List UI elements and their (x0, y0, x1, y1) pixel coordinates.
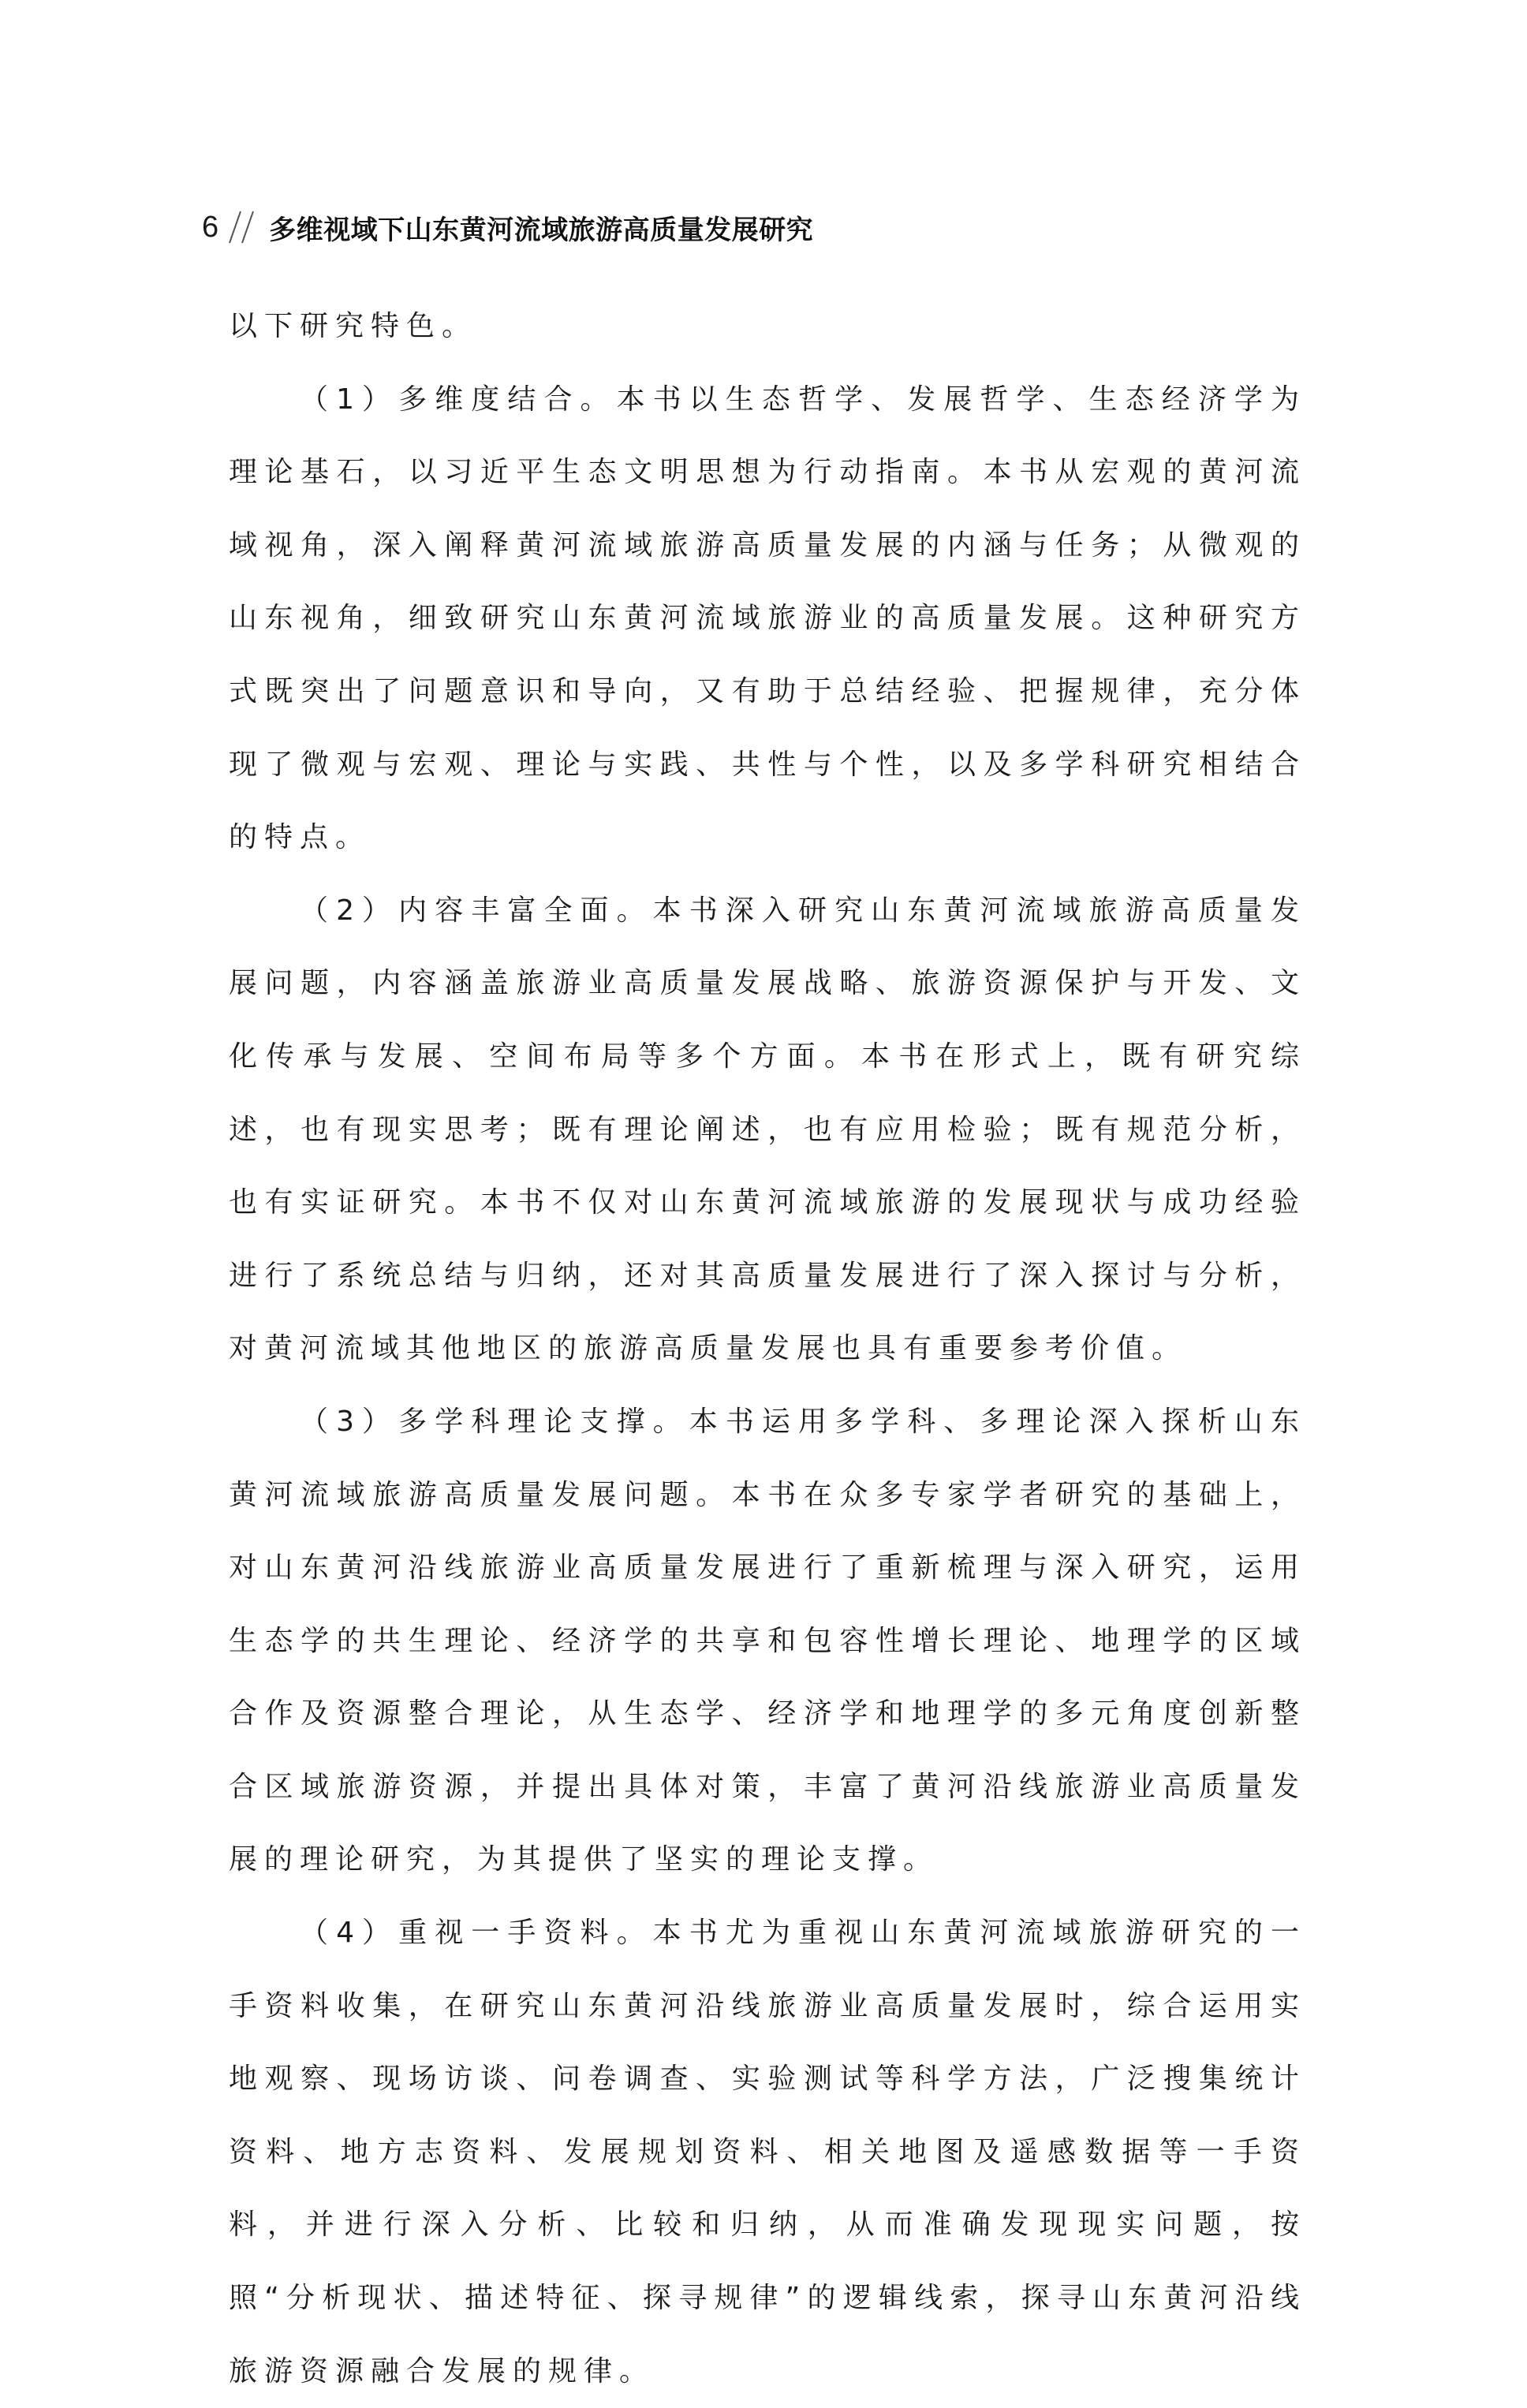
page-number: 6 (202, 210, 219, 244)
paragraph-feature-3: （3）多学科理论支撑。本书运用多学科、多理论深入探析山东黄河流域旅游高质量发展问题。本书在众多专家学者研究的基础上，对山东黄河沿线旅游业高质量发展进行了重新梳理与深入研究，运用生态学的共生理论、经济学的共享和包容性增长理论、地理学的区域合作及资源整合理论，从生态学、经济学和地理学的多元角度创新整合区域旅游资源，并提出具体对策，丰富了黄河沿线旅游业高质量发展的理论研究，为其提供了坚实的理论支撑。 (229, 1405, 1306, 1876)
double-slash-divider-icon (226, 208, 258, 246)
paragraph-feature-4: （4）重视一手资料。本书尤为重视山东黄河流域旅游研究的一手资料收集，在研究山东黄河沿线旅游业高质量发展时，综合运用实地观察、现场访谈、问卷调查、实验测试等科学方法，广泛搜集统计资料、地方志资料、发展规划资料、相关地图及遥感数据等一手资料，并进行深入分析、比较和归纳，从而准确发现现实问题，按照“分析现状、描述特征、探寻规律”的逻辑线索，探寻山东黄河沿线旅游资源融合发展的规律。 (229, 1917, 1306, 2387)
running-head (202, 203, 813, 251)
body-text (229, 290, 1306, 2408)
paragraph-continuation: 以下研究特色。 (229, 310, 478, 342)
paragraph-feature-2: （2）内容丰富全面。本书深入研究山东黄河流域旅游高质量发展问题，内容涵盖旅游业高质量发展战略、旅游资源保护与开发、文化传承与发展、空间布局等多个方面。本书在形式上，既有研究综述，也有现实思考；既有理论阐述，也有应用检验；既有规范分析，也有实证研究。本书不仅对山东黄河流域旅游的发展现状与成功经验进行了系统总结与归纳，还对其高质量发展进行了深入探讨与分析，对黄河流域其他地区的旅游高质量发展也具有重要参考价值。 (229, 894, 1306, 1365)
book-title: 多维视域下山东黄河流域旅游高质量发展研究 (269, 214, 814, 246)
paragraph-feature-1: （1）多维度结合。本书以生态哲学、发展哲学、生态经济学为理论基石，以习近平生态文明思想为行动指南。本书从宏观的黄河流域视角，深入阐释黄河流域旅游高质量发展的内涵与任务；从微观的山东视角，细致研究山东黄河流域旅游业的高质量发展。这种研究方式既突出了问题意识和导向，又有助于总结经验、把握规律，充分体现了微观与宏观、理论与实践、共性与个性，以及多学科研究相结合的特点。 (229, 383, 1306, 854)
